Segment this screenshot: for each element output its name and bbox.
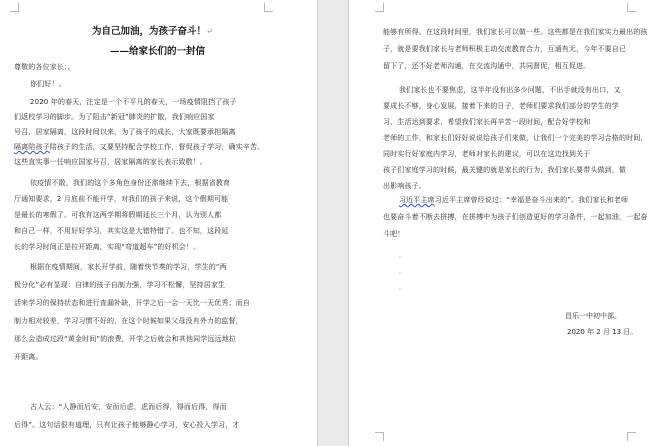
body-line: 也要奋斗着不断去拼搏，在拼搏中为孩子们创造更好的学习条件，一起加油，一起奋 bbox=[383, 213, 648, 221]
body-line: 这些直实事一任响应国家号召，居家隔离的家长表示致敬！。 bbox=[14, 158, 208, 166]
salutation: 尊敬的各位家长：。 bbox=[14, 63, 75, 71]
body-line: 号召，居家隔离，这段时间以来，为了孩子的成长，大家既要承担隔离 bbox=[14, 128, 236, 136]
document-page-left bbox=[0, 0, 318, 446]
body-line: 斗吧！ bbox=[383, 230, 405, 238]
body-line: 留下了，还不好老师沟通，在交流沟通中，共同督促，相互促进。 bbox=[383, 62, 591, 70]
letter-subtitle: ——给家长们的一封信 bbox=[110, 46, 206, 57]
body-line: 长的学习时间正是拉开距离，实现“弯道超车”的好机会！。 bbox=[14, 243, 201, 251]
crop-mark-top-right bbox=[264, 3, 273, 12]
letter-date: 2020 年 2 月 13 日。 bbox=[567, 328, 638, 336]
body-line: 能够有所得。在这段时间里，我们家长可以做一些。这些都是在我们家实力最出的孩 bbox=[383, 28, 648, 36]
body-line: 孩子们家庭学习的时候，最关键的就是家长的行为，我们家长要带头做到，做 bbox=[383, 166, 627, 174]
page-gutter bbox=[318, 0, 348, 446]
body-line: 习，生活达到要求，希望我们家长再辛苦一段时间，配合好学校和 bbox=[383, 118, 591, 126]
body-line: 老师的工作，和家长们好好说说给孩子们来做，让我们一个完美的学习合格的时间， bbox=[383, 134, 648, 142]
crop-mark-bottom-right bbox=[627, 432, 636, 441]
paragraph-mark: 。 bbox=[399, 251, 406, 259]
crop-mark-top-left bbox=[375, 3, 384, 12]
body-line: 古人云：“人静而后安，安而后虑，虑而后得，得而后得，得而 bbox=[30, 403, 227, 411]
spellcheck-underline[interactable]: 习近平主席 bbox=[399, 196, 435, 204]
crop-mark-top-right bbox=[627, 3, 636, 12]
spellcheck-underline[interactable]: 隔离陪孩子 bbox=[14, 143, 50, 151]
body-line: 活来学习的保持状态和进行查漏补缺，开学之后一会一天比一天优秀；而自 bbox=[14, 299, 250, 307]
body-line: 子，就是要我们家长与老师积极主动交流教育合力，互通有无，今年不要自已 bbox=[383, 45, 627, 53]
body-line: 是最长的寒假了。可我有这两学期将假期延长三个月，认为别人都 bbox=[14, 211, 222, 219]
body-line-spellcheck: 习近平主席习近平主席曾经说过：“幸福是奋斗出来的”。我们家长和老师 bbox=[399, 196, 629, 204]
body-line: 我们家长也不要焦虑，这半年没有出多少问题，不出手就没有出口，又 bbox=[399, 86, 621, 94]
body-line: 们返校学习的脚步。为了阻击“新冠”肺炎的扩散，我们响应国家 bbox=[14, 113, 215, 121]
letter-title: 为自己加油，为孩子奋斗！↵ bbox=[92, 26, 213, 37]
body-line: 根据在疫情期间，家长开学前，随着快节奏的学习，学生的“两 bbox=[30, 263, 227, 271]
body-line: 制力相对较差，学习习惯不好的，在这个时候如果父母没有外力的监督， bbox=[14, 317, 243, 325]
body-line: 极分化”必有显现：自律的孩子自制力强，学习不松懈，坚持居家生 bbox=[14, 281, 226, 289]
body-line: 和自己一样，不用好好学习，其实这是大错特错了。也不知，这段延 bbox=[14, 227, 229, 235]
paragraph-mark: 。 bbox=[399, 267, 406, 275]
body-line: 出影响孩子。 bbox=[383, 182, 426, 190]
body-line: 要成长不够，身心发展，接着下来的日子，老师们要求我们部分的学生的学 bbox=[383, 102, 619, 110]
body-line: 后得”。这句话很有道理，只有让孩子能够静心学习，安心投入学习，才 bbox=[14, 421, 240, 429]
crop-mark-top-left bbox=[10, 3, 19, 12]
body-line-spellcheck: 隔离陪孩子陪孩子的生活，又要坚持配合学校工作，督促孩子学习，确实辛苦。 bbox=[14, 143, 265, 151]
signature: 昌乐一中初中部。 bbox=[565, 312, 621, 320]
body-line: 同时实行好家庭内学习，老师对家长的建议，可以在这边找到关于 bbox=[383, 150, 591, 158]
greeting: 你们好！。 bbox=[30, 80, 66, 88]
body-line: 开距离。 bbox=[14, 353, 43, 361]
body-line: 那么会造成过段“黄金时间”的浪费，开学之后就会和其他同学远远地拉 bbox=[14, 335, 237, 343]
paragraph-mark: 。 bbox=[399, 283, 406, 291]
body-line: 2020 年的春天，注定是一个不平凡的春天，一场疫情阻挡了孩子 bbox=[30, 98, 237, 106]
body-line: 厅通知要求，2 月底前不能开学，对我们的孩子来说，这个假期可能 bbox=[14, 195, 229, 203]
crop-mark-bottom-left bbox=[375, 432, 384, 441]
body-line: 依疫情不散，我们的这个多角色身份还需继续下去，根据省教育 bbox=[30, 179, 231, 187]
document-page-right bbox=[348, 0, 650, 446]
